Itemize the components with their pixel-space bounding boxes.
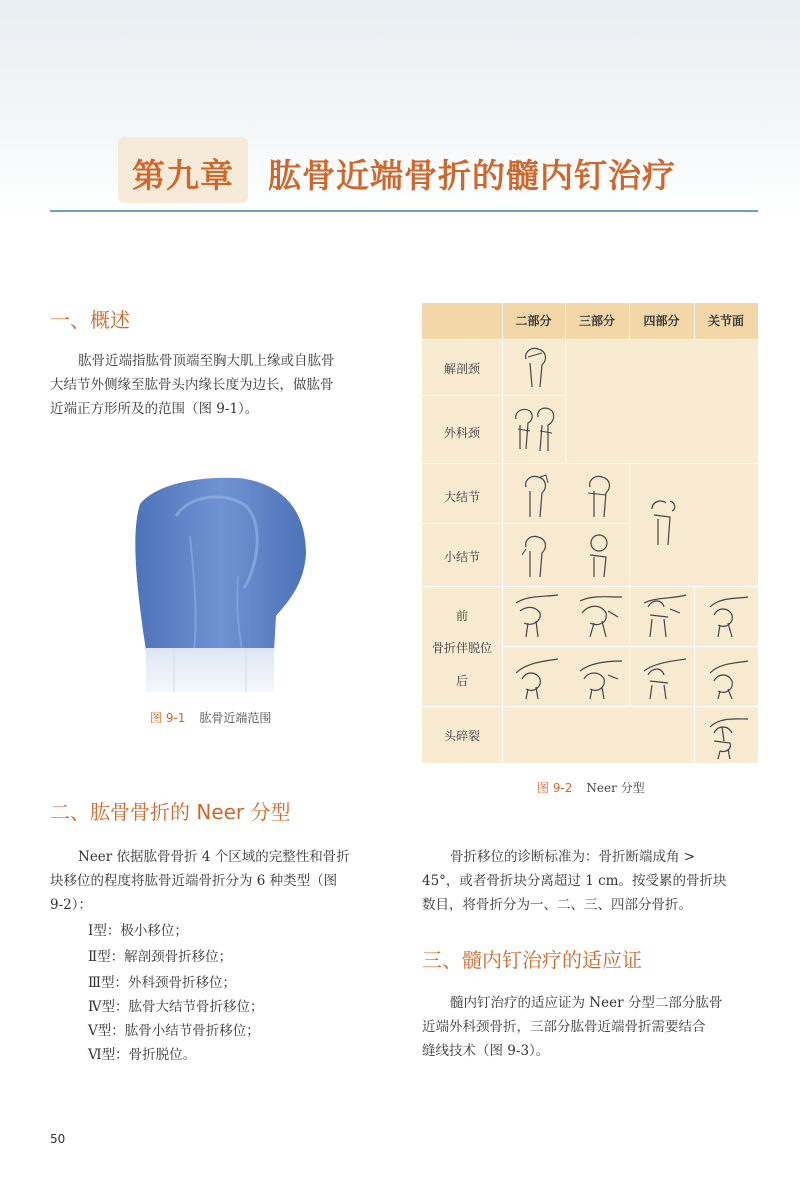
bone-sketch-gt-two-part [520, 473, 550, 519]
neer-row-lesser-tuberosity: 小结节 [443, 550, 480, 564]
neer-type-item: Ⅱ型：解剖颈骨折移位； [88, 949, 233, 965]
neer-row-greater-tuberosity: 大结节 [443, 490, 480, 504]
neer-type-item: Ⅰ型：极小移位； [88, 923, 188, 939]
neer-type-item: Ⅲ型：外科颈骨折移位； [88, 975, 237, 991]
neer-classification-table [422, 303, 758, 763]
neer-header-cell: 四部分 [643, 314, 680, 328]
neer-row-head-splitting: 头碎裂 [443, 729, 480, 743]
section3-line: 近端外科颈骨折，三部分肱骨近端骨折需要结合 [422, 1019, 706, 1035]
section2-line: Neer 依据肱骨骨折 4 个区域的完整性和骨折 [78, 849, 350, 865]
bone-sketch-anterior-3 [578, 593, 624, 639]
section2-paragraph [50, 845, 390, 917]
section1-line: 近端正方形所及的范围（图 9-1）。 [50, 401, 259, 417]
bone-sketch-head-splitting [706, 713, 752, 759]
humerus-head [135, 478, 306, 651]
section1-line: 肱骨近端指肱骨顶端至胸大肌上缘或自肱骨 [78, 353, 335, 369]
neer-row-posterior: 后 [455, 674, 468, 688]
bone-sketch-posterior-4 [642, 653, 688, 699]
bone-sketch-anatomic-neck [520, 345, 550, 389]
bone-sketch-posterior-2 [514, 653, 560, 699]
bone-sketch-gt-three-part [584, 473, 614, 519]
section1-paragraph [50, 349, 390, 421]
section1-line: 大结节外侧缘至肱骨头内缘长度为边长，做肱骨 [50, 377, 334, 393]
neer-row-fracture-dislocation: 骨折伴脱位 [431, 641, 492, 655]
neer-type-item: Ⅳ型：肱骨大结节骨折移位； [88, 999, 264, 1015]
figure1-number: 图 9-1 [150, 711, 186, 725]
page-number: 50 [50, 1132, 66, 1146]
figure1-caption [150, 709, 271, 726]
neer-header-cell: 三部分 [578, 314, 615, 328]
neer-type-item: Ⅵ型：骨折脱位。 [88, 1047, 197, 1063]
section2-line: 9-2）： [50, 897, 92, 913]
neer-row-surgical-neck: 外科颈 [443, 426, 480, 440]
section3-paragraph [422, 991, 758, 1063]
figure2-caption [537, 779, 645, 796]
bone-sketch-surgical-neck [512, 403, 558, 455]
bone-sketch-lt-three-part [584, 533, 614, 579]
humerus-figure [128, 476, 312, 694]
neer-header-cell: 二部分 [515, 314, 552, 328]
criteria-line: 骨折移位的诊断标准为：骨折断端成角 > [450, 849, 696, 865]
section2-line: 块移位的程度将肱骨近端骨折分为 6 种类型（图 [50, 873, 338, 889]
figure1-caption-text: 肱骨近端范围 [199, 711, 272, 725]
section3-line: 髓内钉治疗的适应证为 Neer 分型二部分肱骨 [450, 995, 723, 1011]
bone-sketch-posterior-articular [706, 653, 752, 699]
chapter-number: 第九章 [132, 156, 234, 195]
humerus-shaft-fade [146, 648, 274, 692]
section1-heading: 一、概述 [50, 308, 130, 332]
neer-type-item: Ⅴ型：肱骨小结节骨折移位； [88, 1023, 260, 1039]
criteria-line: 45°，或者骨折块分离超过 1 cm。按受累的骨折块 [422, 873, 727, 889]
bone-sketch-lt-two-part [520, 533, 550, 579]
title-rule [50, 210, 758, 212]
bone-sketch-four-part [648, 497, 678, 547]
criteria-line: 数目，将骨折分为一、二、三、四部分骨折。 [422, 897, 692, 913]
bone-sketch-anterior-4 [642, 593, 688, 639]
figure2-number: 图 9-2 [537, 781, 573, 795]
displacement-criteria-paragraph [422, 845, 758, 917]
bone-sketch-posterior-3 [578, 653, 624, 699]
section3-line: 缝线技术（图 9-3）。 [422, 1043, 550, 1059]
figure2-caption-text: Neer 分型 [586, 781, 645, 795]
bone-sketch-anterior-2 [514, 593, 560, 639]
neer-row-anterior: 前 [455, 609, 468, 623]
chapter-title: 肱骨近端骨折的髓内钉治疗 [268, 156, 676, 195]
neer-row-anatomic-neck: 解剖颈 [443, 362, 480, 376]
bone-sketch-anterior-articular [706, 593, 752, 639]
section2-heading: 二、肱骨骨折的 Neer 分型 [50, 800, 291, 824]
neer-header-cell: 关节面 [707, 314, 744, 328]
section3-heading: 三、髓内钉治疗的适应证 [422, 948, 642, 972]
